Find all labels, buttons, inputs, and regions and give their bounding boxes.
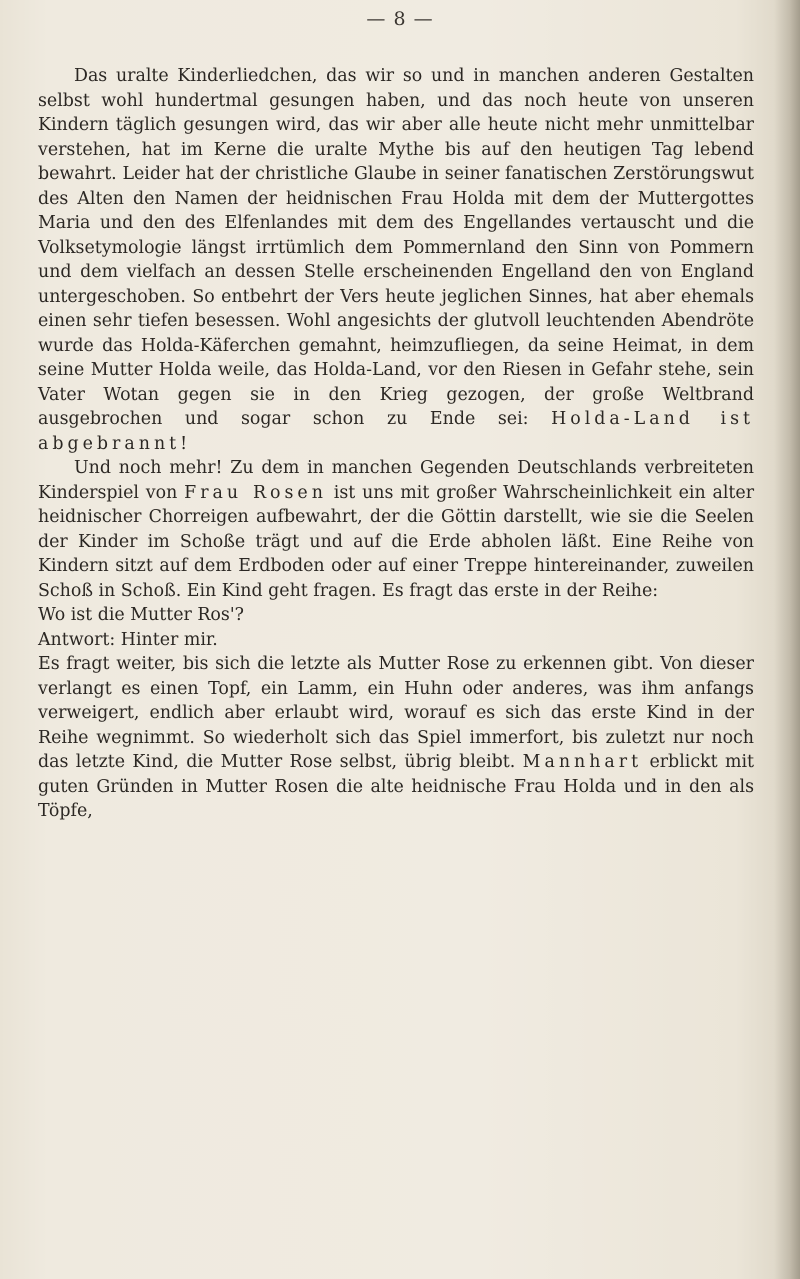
paragraph-text: Es fragt weiter, bis sich die letzte als Mutter Rose zu erkennen gibt. Von dieser verlangt es einen Topf, ein Lamm, ein Huhn oder anderes, was ihm anfangs verweigert, endlich aber erlaubt wird, worauf es sich das erste Kind in der Reihe wegnimmt. So wiederholt sich das Spiel immerfort, bis zuletzt nur noch das letzte Kind, die Mutter Rose selbst, übrig bleibt. bbox=[38, 654, 754, 772]
paragraph-p1 bbox=[38, 64, 754, 456]
paragraph-text: Das uralte Kinderliedchen, das wir so und in manchen anderen Gestalten selbst wohl hundertmal gesungen haben, und das noch heute von unseren Kindern täglich gesungen wird, das wir aber alle heute nicht mehr unmittelbar verstehen, hat im Kerne die uralte Mythe bis auf den heutigen Tag lebend bewahrt. Leider hat der christliche Glaube in seiner fanatischen Zerstörungswut des Alten den Namen der heidnischen Frau Holda mit dem der Muttergottes Maria und den des Elfenlandes mit dem des Engellandes vertauscht und die Volksetymologie längst irrtümlich dem Pommernland den Sinn von Pommern und dem vielfach an dessen Stelle erscheinenden Engelland den von England untergeschoben. So entbehrt der Vers heute jeglichen Sinnes, hat aber ehemals einen sehr tiefen besessen. Wohl angesichts der glutvoll leuchtenden Abendröte wurde das Holda-Käferchen gemahnt, heimzufliegen, da seine Heimat, in dem seine Mutter Holda weile, das Holda-Land, vor den Riesen in Gefahr stehe, sein Vater Wotan gegen sie in den Krieg gezogen, der große Weltbrand ausgebrochen und sogar schon zu Ende sei: bbox=[38, 66, 754, 429]
page-number: — 8 — bbox=[366, 8, 434, 30]
paragraph-text: Und noch mehr! Zu dem in manchen Gegenden Deutschlands verbreiteten Kinderspiel von bbox=[38, 458, 754, 503]
emphasized-text: Holda-Land ist abgebrannt! bbox=[38, 409, 754, 454]
paragraph-p4 bbox=[38, 628, 754, 653]
paragraph-text: Antwort: Hinter mir. bbox=[38, 629, 218, 650]
paragraph-text: ist uns mit großer Wahrscheinlichkeit ein alter heidnischer Chorreigen aufbewahrt, der die Göttin darstellt, wie sie die Seelen der Kinder im Schoße trägt und auf die Erde abholen läßt. Eine Reihe von Kindern sitzt auf dem Erdboden oder auf einer Treppe hintereinander, zuweilen Schoß in Schoß. Ein Kind geht fragen. Es fragt das erste in der Reihe: bbox=[38, 482, 755, 601]
paragraph-p2 bbox=[38, 456, 754, 603]
paragraph-p3 bbox=[38, 603, 754, 628]
body-text bbox=[38, 64, 754, 824]
paragraph-text: Wo ist die Mutter Ros'? bbox=[38, 605, 244, 625]
emphasized-text: Frau Rosen bbox=[184, 482, 327, 503]
paragraph-p5 bbox=[38, 652, 754, 824]
page-edge-shadow bbox=[774, 0, 800, 1279]
emphasized-text: Mannhart bbox=[522, 752, 643, 772]
paragraph-text: erblickt mit guten Gründen in Mutter Rosen die alte heidnische Frau Holda und in den als Töpfe, bbox=[38, 752, 754, 821]
